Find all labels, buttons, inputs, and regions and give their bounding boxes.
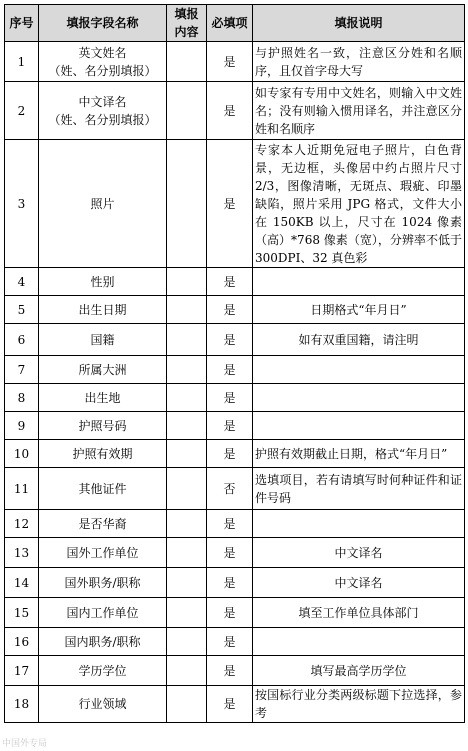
row-field-cell: 出生地 bbox=[39, 384, 167, 412]
row-required-cell: 是 bbox=[207, 384, 253, 412]
row-index-cell: 17 bbox=[5, 656, 39, 686]
row-required-cell: 是 bbox=[207, 598, 253, 628]
row-note-cell bbox=[253, 356, 465, 384]
table-row bbox=[5, 686, 465, 723]
row-index-cell: 15 bbox=[5, 598, 39, 628]
row-note-cell bbox=[253, 384, 465, 412]
row-content-cell bbox=[167, 324, 207, 356]
row-required-cell: 是 bbox=[207, 440, 253, 468]
row-note-cell: 中文译名 bbox=[253, 568, 465, 598]
table-row bbox=[5, 568, 465, 598]
header-index: 序号 bbox=[5, 5, 39, 42]
row-index-cell: 2 bbox=[5, 82, 39, 140]
row-index-cell: 12 bbox=[5, 510, 39, 538]
row-content-cell bbox=[167, 440, 207, 468]
row-index-cell: 4 bbox=[5, 268, 39, 296]
row-required-cell: 是 bbox=[207, 568, 253, 598]
row-index-cell: 10 bbox=[5, 440, 39, 468]
row-index-cell: 16 bbox=[5, 628, 39, 656]
table-row bbox=[5, 42, 465, 82]
row-note-cell: 中文译名 bbox=[253, 538, 465, 568]
row-content-cell bbox=[167, 568, 207, 598]
row-required-cell: 是 bbox=[207, 140, 253, 268]
table-row bbox=[5, 628, 465, 656]
row-note-cell: 护照有效期截止日期，格式“年月日” bbox=[253, 440, 465, 468]
row-content-cell bbox=[167, 538, 207, 568]
row-content-cell bbox=[167, 296, 207, 324]
table-row bbox=[5, 598, 465, 628]
row-content-cell bbox=[167, 510, 207, 538]
row-content-cell bbox=[167, 468, 207, 510]
table-row bbox=[5, 356, 465, 384]
row-required-cell: 是 bbox=[207, 324, 253, 356]
row-index-cell: 13 bbox=[5, 538, 39, 568]
row-note-cell: 专家本人近期免冠电子照片，白色背景，无边框，头像居中约占照片尺寸2/3，图像清晰，无斑点、瑕疵、印墨缺陷，照片采用 JPG 格式，文件大小在 150KB 以上，尺寸在 1024 像素（高）*768 像素（宽），分辨率不低于 300DPI、32 真色彩 bbox=[253, 140, 465, 268]
row-content-cell bbox=[167, 42, 207, 82]
row-field-cell: 是否华裔 bbox=[39, 510, 167, 538]
form-field-table bbox=[4, 4, 465, 723]
row-required-cell: 否 bbox=[207, 468, 253, 510]
row-index-cell: 18 bbox=[5, 686, 39, 723]
row-required-cell: 是 bbox=[207, 656, 253, 686]
row-field-cell: 所属大洲 bbox=[39, 356, 167, 384]
row-index-cell: 3 bbox=[5, 140, 39, 268]
row-note-cell bbox=[253, 268, 465, 296]
table-row bbox=[5, 324, 465, 356]
row-required-cell: 是 bbox=[207, 82, 253, 140]
row-note-cell: 如有双重国籍，请注明 bbox=[253, 324, 465, 356]
row-field-cell: 国内职务/职称 bbox=[39, 628, 167, 656]
table-row bbox=[5, 296, 465, 324]
row-index-cell: 6 bbox=[5, 324, 39, 356]
row-note-cell: 与护照姓名一致，注意区分姓和名顺序，且仅首字母大写 bbox=[253, 42, 465, 82]
table-row bbox=[5, 440, 465, 468]
table-row bbox=[5, 412, 465, 440]
row-field-cell: 中文译名 （姓、名分别填报） bbox=[39, 82, 167, 140]
row-index-cell: 1 bbox=[5, 42, 39, 82]
row-content-cell bbox=[167, 686, 207, 723]
row-index-cell: 9 bbox=[5, 412, 39, 440]
row-field-cell: 护照有效期 bbox=[39, 440, 167, 468]
row-note-cell bbox=[253, 628, 465, 656]
table-row bbox=[5, 468, 465, 510]
row-index-cell: 11 bbox=[5, 468, 39, 510]
row-required-cell: 是 bbox=[207, 412, 253, 440]
row-index-cell: 14 bbox=[5, 568, 39, 598]
header-content: 填报 内容 bbox=[167, 5, 207, 42]
row-note-cell: 选填项目，若有请填写时何种证件和证件号码 bbox=[253, 468, 465, 510]
table-header-row bbox=[5, 5, 465, 42]
row-note-cell: 按国标行业分类两级标题下拉选择，参考 bbox=[253, 686, 465, 723]
row-note-cell: 日期格式“年月日” bbox=[253, 296, 465, 324]
table-row bbox=[5, 510, 465, 538]
row-field-cell: 出生日期 bbox=[39, 296, 167, 324]
table-row bbox=[5, 268, 465, 296]
row-field-cell: 英文姓名 （姓、名分别填报） bbox=[39, 42, 167, 82]
row-field-cell: 国外职务/职称 bbox=[39, 568, 167, 598]
row-content-cell bbox=[167, 412, 207, 440]
row-field-cell: 行业领域 bbox=[39, 686, 167, 723]
row-content-cell bbox=[167, 268, 207, 296]
row-required-cell: 是 bbox=[207, 538, 253, 568]
table-row bbox=[5, 82, 465, 140]
watermark: 中国外专局 bbox=[2, 739, 48, 749]
row-field-cell: 其他证件 bbox=[39, 468, 167, 510]
row-field-cell: 学历学位 bbox=[39, 656, 167, 686]
row-field-cell: 国内工作单位 bbox=[39, 598, 167, 628]
table-row bbox=[5, 538, 465, 568]
row-index-cell: 8 bbox=[5, 384, 39, 412]
row-field-cell: 照片 bbox=[39, 140, 167, 268]
row-note-cell: 填至工作单位具体部门 bbox=[253, 598, 465, 628]
row-required-cell: 是 bbox=[207, 296, 253, 324]
row-field-cell: 护照号码 bbox=[39, 412, 167, 440]
row-required-cell: 是 bbox=[207, 686, 253, 723]
row-index-cell: 7 bbox=[5, 356, 39, 384]
row-content-cell bbox=[167, 598, 207, 628]
row-content-cell bbox=[167, 82, 207, 140]
row-field-cell: 国外工作单位 bbox=[39, 538, 167, 568]
row-required-cell: 是 bbox=[207, 268, 253, 296]
table-row bbox=[5, 140, 465, 268]
row-required-cell: 是 bbox=[207, 42, 253, 82]
row-content-cell bbox=[167, 140, 207, 268]
row-required-cell: 是 bbox=[207, 510, 253, 538]
table-row bbox=[5, 656, 465, 686]
row-field-cell: 性别 bbox=[39, 268, 167, 296]
header-field: 填报字段名称 bbox=[39, 5, 167, 42]
row-note-cell bbox=[253, 412, 465, 440]
row-content-cell bbox=[167, 384, 207, 412]
row-content-cell bbox=[167, 356, 207, 384]
header-required: 必填项 bbox=[207, 5, 253, 42]
row-index-cell: 5 bbox=[5, 296, 39, 324]
row-note-cell bbox=[253, 510, 465, 538]
row-note-cell: 填写最高学历学位 bbox=[253, 656, 465, 686]
row-field-cell: 国籍 bbox=[39, 324, 167, 356]
row-required-cell: 是 bbox=[207, 356, 253, 384]
row-note-cell: 如专家有专用中文姓名，则输入中文姓名；没有则输入惯用译名，并注意区分姓和名顺序 bbox=[253, 82, 465, 140]
table-row bbox=[5, 384, 465, 412]
row-required-cell: 是 bbox=[207, 628, 253, 656]
header-note: 填报说明 bbox=[253, 5, 465, 42]
row-content-cell bbox=[167, 628, 207, 656]
row-content-cell bbox=[167, 656, 207, 686]
